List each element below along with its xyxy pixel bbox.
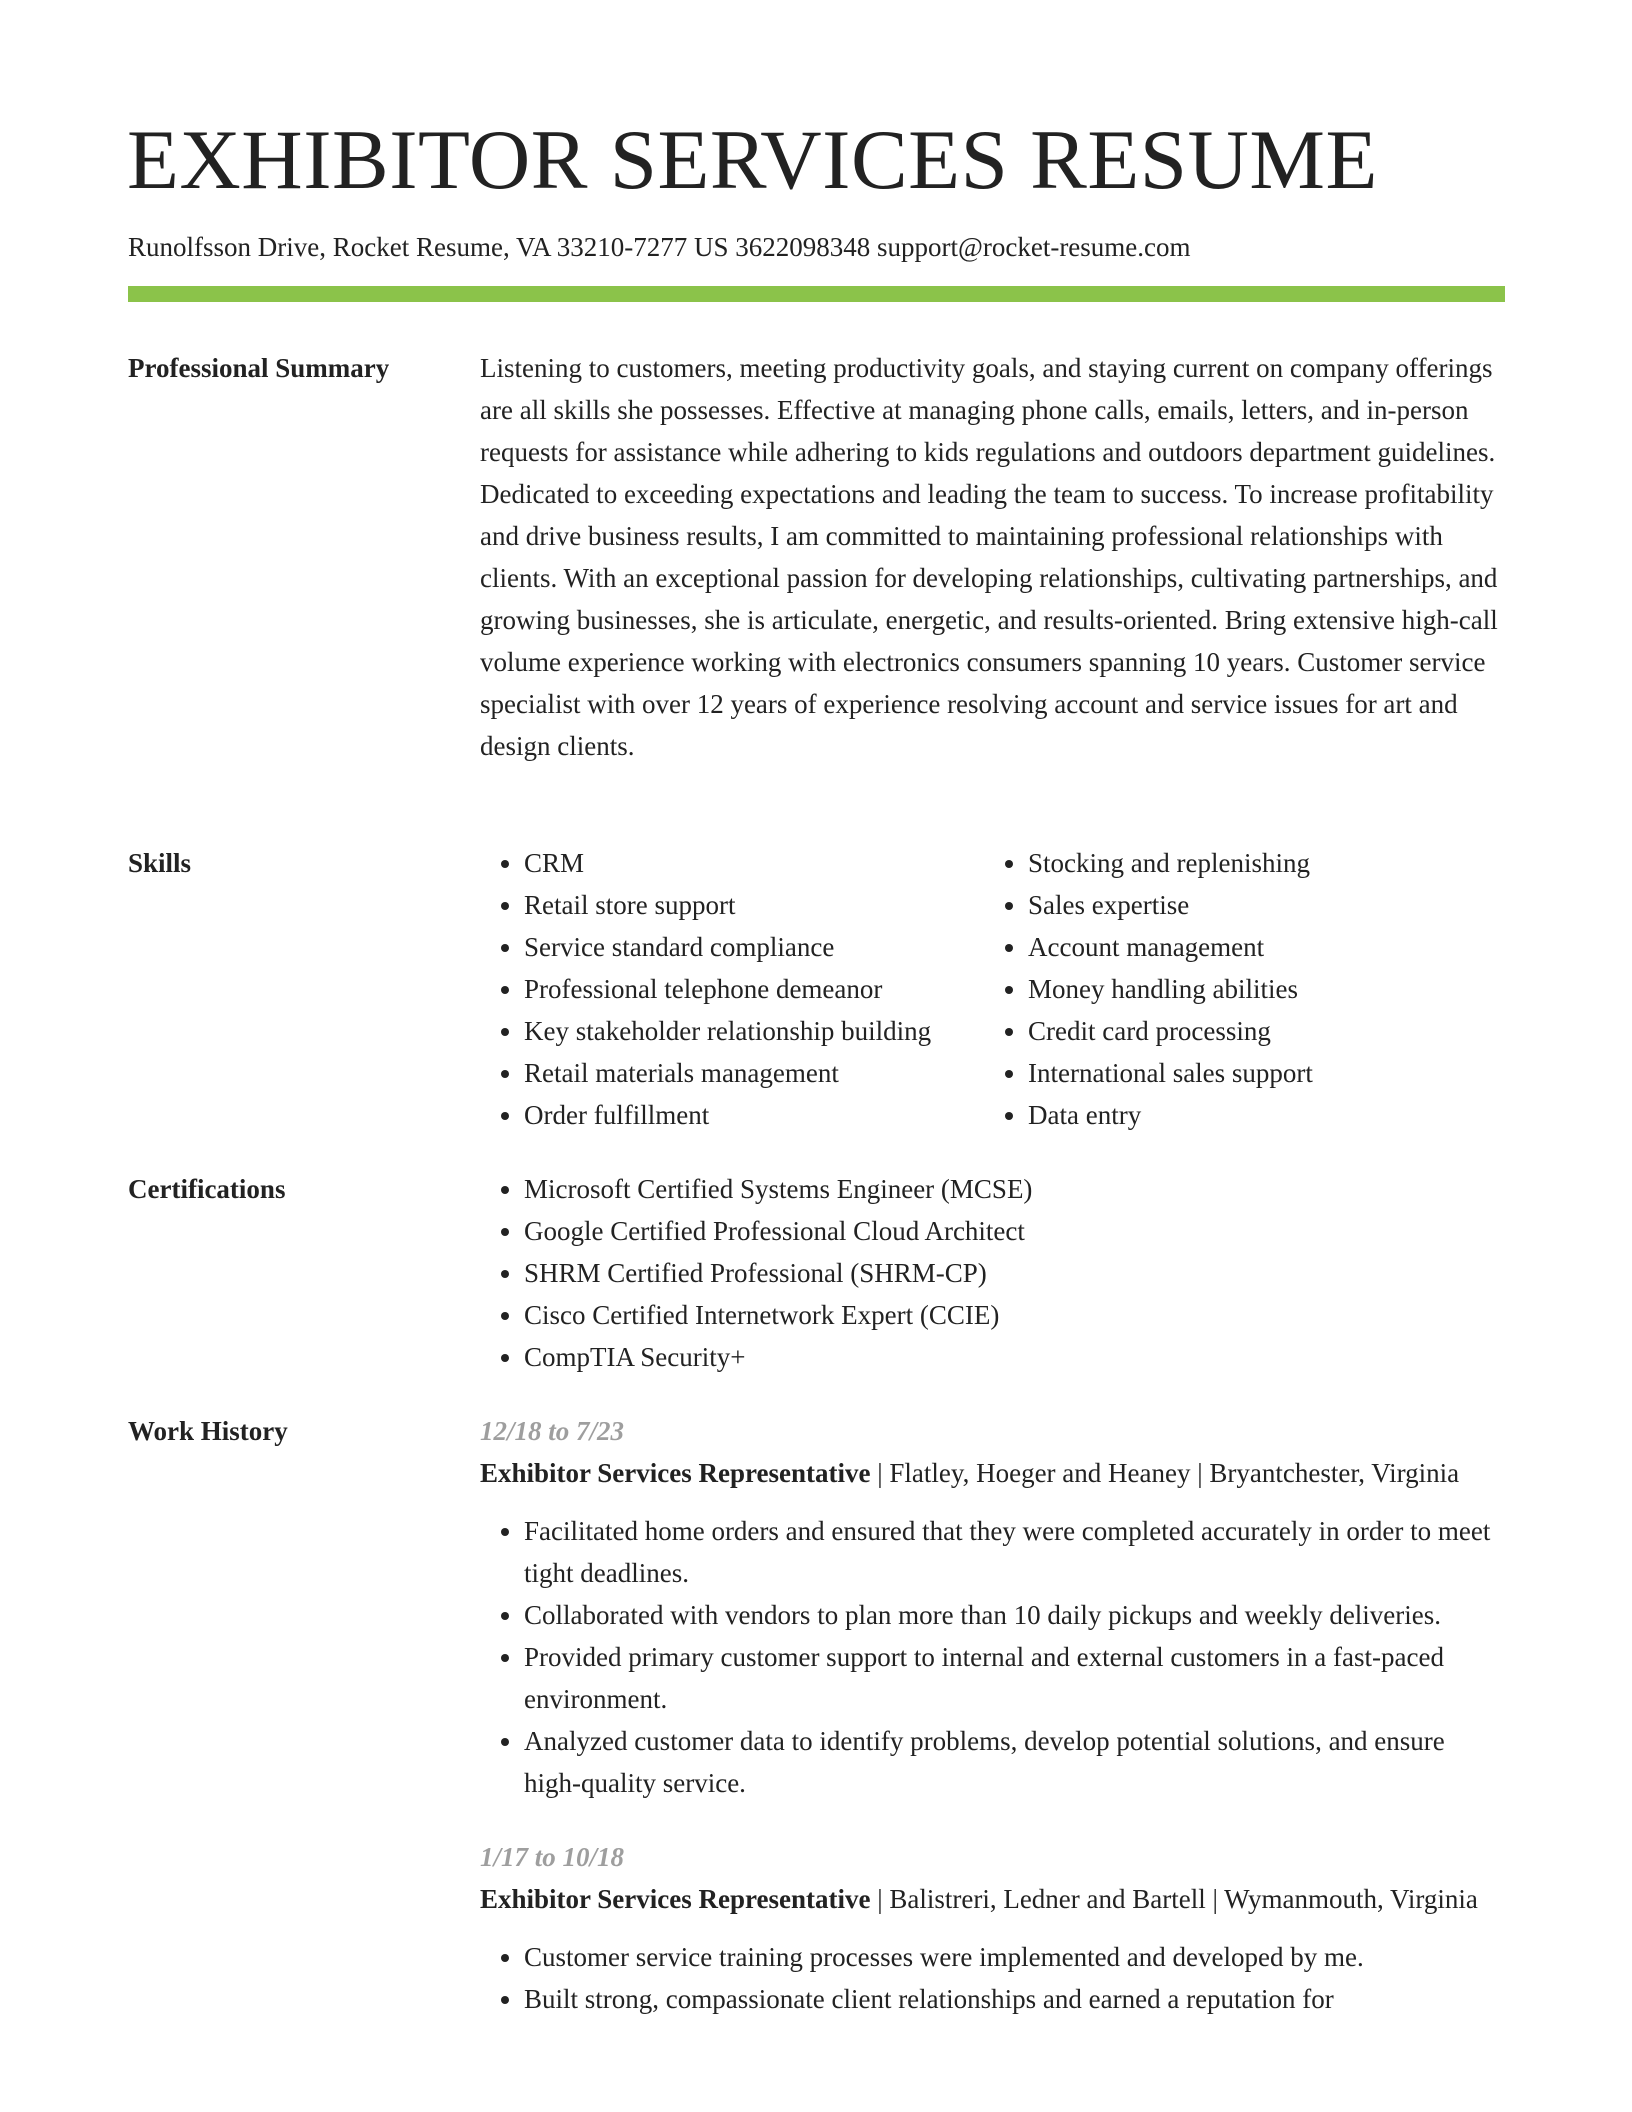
job-bullets xyxy=(480,1510,1505,1804)
job-bullet: • Provided primary customer support to internal and external customers in a fast-paced environment. xyxy=(524,1636,1505,1720)
skills-list-left xyxy=(480,842,984,1136)
certification-item: • Microsoft Certified Systems Engineer (MCSE) xyxy=(524,1168,1505,1210)
job-bullet: • Collaborated with vendors to plan more than 10 daily pickups and weekly deliveries. xyxy=(524,1594,1505,1636)
certification-item: • CompTIA Security+ xyxy=(524,1336,1505,1378)
job-role: Exhibitor Services Representative xyxy=(480,1884,871,1914)
resume-title: EXHIBITOR SERVICES RESUME xyxy=(127,113,1378,207)
skill-item: • Retail materials management xyxy=(524,1052,984,1094)
section-label-certifications: Certifications xyxy=(128,1174,286,1204)
section-label-summary: Professional Summary xyxy=(128,353,390,383)
skill-item: • CRM xyxy=(524,842,984,884)
work-history-content xyxy=(480,1410,1505,2020)
certification-item: • Google Certified Professional Cloud Architect xyxy=(524,1210,1505,1252)
job-details: | Flatley, Hoeger and Heaney | Bryantchester, Virginia xyxy=(870,1458,1460,1488)
skill-item: • Service standard compliance xyxy=(524,926,984,968)
job-role: Exhibitor Services Representative xyxy=(480,1458,871,1488)
job-bullets xyxy=(480,1936,1505,2020)
accent-divider xyxy=(128,286,1505,302)
skill-item: • Retail store support xyxy=(524,884,984,926)
section-label-work-history: Work History xyxy=(128,1416,288,1446)
skill-item: • Money handling abilities xyxy=(1028,968,1548,1010)
certifications-content xyxy=(480,1168,1505,1378)
skill-item: • Order fulfillment xyxy=(524,1094,984,1136)
section-label-skills: Skills xyxy=(128,848,192,878)
skill-item: • Stocking and replenishing xyxy=(1028,842,1548,884)
certifications-list xyxy=(480,1168,1505,1378)
job-details: | Balistreri, Ledner and Bartell | Wymanmouth, Virginia xyxy=(870,1884,1478,1914)
job-entry xyxy=(480,1410,1505,1804)
job-heading xyxy=(480,1452,1505,1494)
skill-item: • Key stakeholder relationship building xyxy=(524,1010,984,1052)
summary-text: Listening to customers, meeting productivity goals, and staying current on company offerings are all skills she possesses. Effective at managing phone calls, emails, letters, and in-person requests for assistance while adhering to kids regulations and outdoors department guidelines. Dedicated to exceeding expectations and leading the team to success. To increase profitability and drive business results, I am committed to maintaining professional relationships with clients. With an exceptional passion for developing relationships, cultivating partnerships, and growing businesses, she is articulate, energetic, and results-oriented. Bring extensive high-call volume experience working with electronics consumers spanning 10 years. Customer service specialist with over 12 years of experience resolving account and service issues for art and design clients. xyxy=(480,353,1498,761)
job-bullet: • Analyzed customer data to identify problems, develop potential solutions, and ensure high-quality service. xyxy=(524,1720,1505,1804)
job-dates: 1/17 to 10/18 xyxy=(480,1842,625,1872)
skill-item: • Sales expertise xyxy=(1028,884,1548,926)
job-dates: 12/18 to 7/23 xyxy=(480,1416,625,1446)
job-heading xyxy=(480,1878,1505,1920)
skill-item: • Data entry xyxy=(1028,1094,1548,1136)
job-bullet: • Built strong, compassionate client relationships and earned a reputation for xyxy=(524,1978,1505,2020)
job-entry xyxy=(480,1836,1505,2020)
certification-item: • SHRM Certified Professional (SHRM-CP) xyxy=(524,1252,1505,1294)
skills-content xyxy=(480,842,1505,1136)
certification-item: • Cisco Certified Internetwork Expert (CCIE) xyxy=(524,1294,1505,1336)
job-bullet: • Facilitated home orders and ensured that they were completed accurately in order to meet tight deadlines. xyxy=(524,1510,1505,1594)
skill-item: • Credit card processing xyxy=(1028,1010,1548,1052)
skills-list-right xyxy=(984,842,1548,1136)
job-bullet: • Customer service training processes were implemented and developed by me. xyxy=(524,1936,1505,1978)
summary-content xyxy=(480,347,1505,767)
skill-item: • International sales support xyxy=(1028,1052,1548,1094)
skill-item: • Account management xyxy=(1028,926,1548,968)
contact-line: Runolfsson Drive, Rocket Resume, VA 33210-7277 US 3622098348 support@rocket-resume.com xyxy=(128,232,1191,262)
skill-item: • Professional telephone demeanor xyxy=(524,968,984,1010)
